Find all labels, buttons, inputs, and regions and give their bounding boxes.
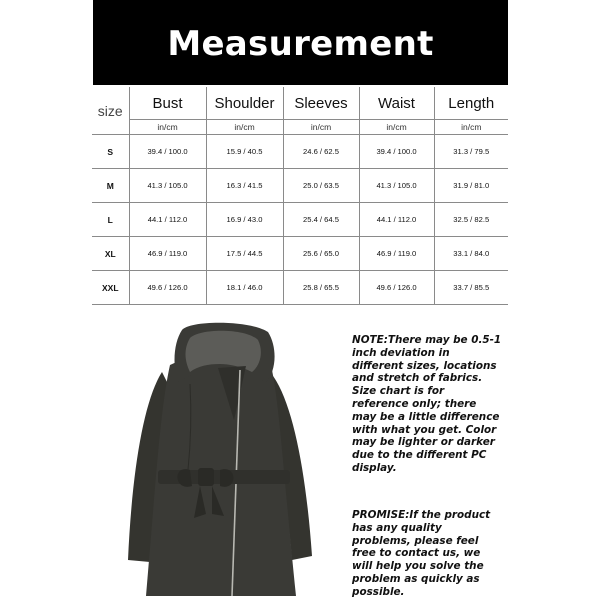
unit-label: in/cm: [283, 120, 359, 135]
table-cell: 33.7 / 85.5: [434, 271, 508, 305]
table-header-row: [92, 87, 508, 120]
coat-belt-knot: [198, 468, 214, 486]
size-chart-table: [92, 87, 508, 305]
table-cell: 39.4 / 100.0: [359, 135, 434, 169]
table-row: [92, 169, 508, 203]
table-cell: 46.9 / 119.0: [129, 237, 206, 271]
table-cell: 31.9 / 81.0: [434, 169, 508, 203]
size-label: L: [92, 203, 129, 237]
column-header: Shoulder: [206, 87, 283, 120]
table-cell: 25.8 / 65.5: [283, 271, 359, 305]
column-header: Bust: [129, 87, 206, 120]
column-header: Length: [434, 87, 508, 120]
unit-label: in/cm: [434, 120, 508, 135]
coat-product-image: [120, 320, 330, 600]
unit-label: in/cm: [359, 120, 434, 135]
table-cell: 24.6 / 62.5: [283, 135, 359, 169]
table-row: [92, 135, 508, 169]
unit-label: in/cm: [206, 120, 283, 135]
table-cell: 25.6 / 65.0: [283, 237, 359, 271]
promise-text: [352, 509, 502, 599]
table-cell: 18.1 / 46.0: [206, 271, 283, 305]
size-label: XXL: [92, 271, 129, 305]
table-cell: 16.3 / 41.5: [206, 169, 283, 203]
note-text: [352, 334, 502, 475]
table-cell: 32.5 / 82.5: [434, 203, 508, 237]
note-body: There may be 0.5-1 inch deviation in different sizes, locations and stretch of fabrics. Size chart is for reference only; there may be a little difference with what you get. Color may be lighter or darker due to the different PC display.: [352, 334, 502, 474]
promise-lead: PROMISE:: [352, 509, 410, 521]
table-row: [92, 271, 508, 305]
table-row: [92, 203, 508, 237]
size-label: XL: [92, 237, 129, 271]
promise-body: If the product has any quality problems, please feel free to contact us, we will help you solve the problem as quickly as possible.: [352, 509, 491, 598]
table-row: [92, 237, 508, 271]
table-cell: 46.9 / 119.0: [359, 237, 434, 271]
size-column-header: size: [92, 87, 129, 135]
table-cell: 15.9 / 40.5: [206, 135, 283, 169]
table-cell: 44.1 / 112.0: [129, 203, 206, 237]
table-cell: 33.1 / 84.0: [434, 237, 508, 271]
table-cell: 49.6 / 126.0: [129, 271, 206, 305]
table-cell: 39.4 / 100.0: [129, 135, 206, 169]
page-title: Measurement: [167, 23, 434, 64]
table-cell: 25.4 / 64.5: [283, 203, 359, 237]
table-cell: 25.0 / 63.5: [283, 169, 359, 203]
table-cell: 44.1 / 112.0: [359, 203, 434, 237]
column-header: Sleeves: [283, 87, 359, 120]
table-cell: 49.6 / 126.0: [359, 271, 434, 305]
table-cell: 16.9 / 43.0: [206, 203, 283, 237]
table-cell: 17.5 / 44.5: [206, 237, 283, 271]
table-cell: 31.3 / 79.5: [434, 135, 508, 169]
note-lead: NOTE:: [352, 334, 388, 346]
unit-label: in/cm: [129, 120, 206, 135]
size-label: S: [92, 135, 129, 169]
table-cell: 41.3 / 105.0: [359, 169, 434, 203]
title-banner: [93, 0, 508, 85]
size-label: M: [92, 169, 129, 203]
table-cell: 41.3 / 105.0: [129, 169, 206, 203]
column-header: Waist: [359, 87, 434, 120]
unit-row: [92, 120, 508, 135]
